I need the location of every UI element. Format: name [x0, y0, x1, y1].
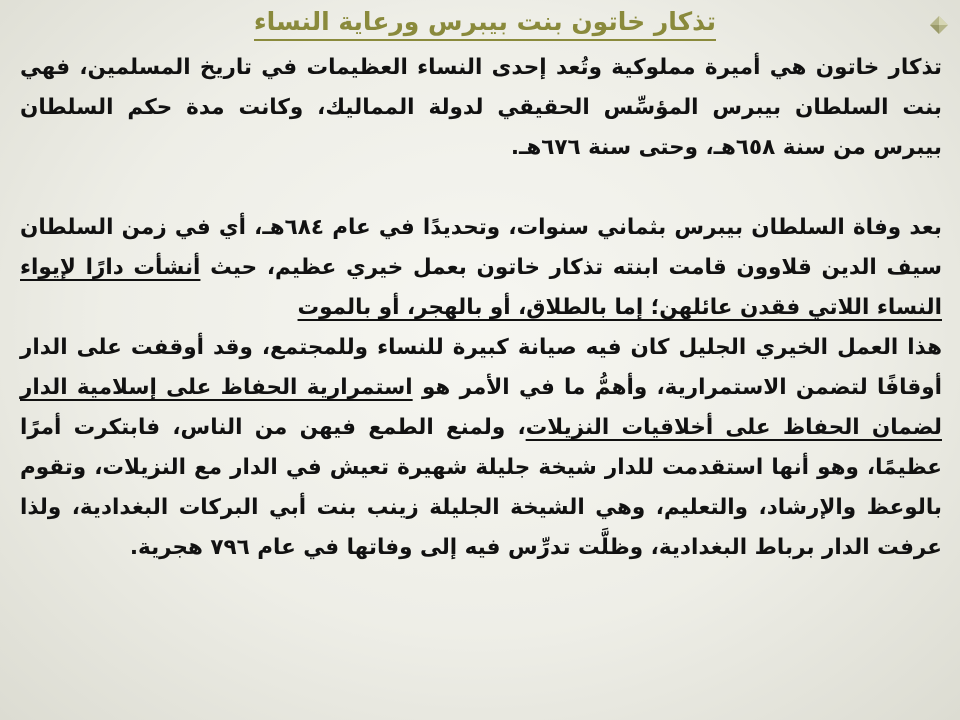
slide-body	[20, 48, 942, 568]
paragraph-3-underlined: استمرارية الحفاظ على إسلامية الدار لضمان الحفاظ على أخلاقيات النزيلات	[20, 375, 942, 440]
paragraph-2	[20, 208, 942, 328]
paragraph-3-part2: ، ولمنع الطمع فيهن من الناس، فابتكرت أمرًا عظيمًا، وهو أنها استقدمت للدار شيخة جليلة شهيرة تعيش في الدار مع النزيلات، وتقوم بالوعظ والإرشاد، والتعليم، وهي الشيخة الجليلة زينب بنت أبي البركات البغدادية، ولذا عرفت الدار برباط البغدادية، وظلَّت تدرِّس فيه إلى وفاتها في عام ٧٩٦ هجرية.	[20, 415, 942, 560]
paragraph-2-underlined: أنشأت دارًا لإيواء النساء اللاتي فقدن عائلهن؛ إما بالطلاق، أو بالهجر، أو بالموت	[20, 255, 942, 320]
bullet-icon	[930, 16, 948, 34]
paragraph-spacer	[20, 168, 942, 208]
slide-title: تذكار خاتون بنت بيبرس ورعاية النساء	[254, 6, 716, 41]
paragraph-3	[20, 328, 942, 568]
paragraph-2-text: بعد وفاة السلطان بيبرس بثماني سنوات، وتحديدًا في عام ٦٨٤هـ، أي في زمن السلطان سيف الدين قلاوون قامت ابنته تذكار خاتون بعمل خيري عظيم، حيث	[20, 215, 942, 280]
paragraph-3-part1: هذا العمل الخيري الجليل كان فيه صيانة كبيرة للنساء وللمجتمع، وقد أوقفت على الدار أوقافًا لتضمن الاستمرارية، وأهمُّ ما في الأمر هو	[20, 335, 942, 400]
paragraph-1: تذكار خاتون هي أميرة مملوكية وتُعد إحدى النساء العظيمات في تاريخ المسلمين، فهي بنت السلطان بيبرس المؤسِّس الحقيقي لدولة المماليك، وكانت مدة حكم السلطان بيبرس من سنة ٦٥٨هـ، وحتى سنة ٦٧٦هـ.	[20, 55, 942, 160]
